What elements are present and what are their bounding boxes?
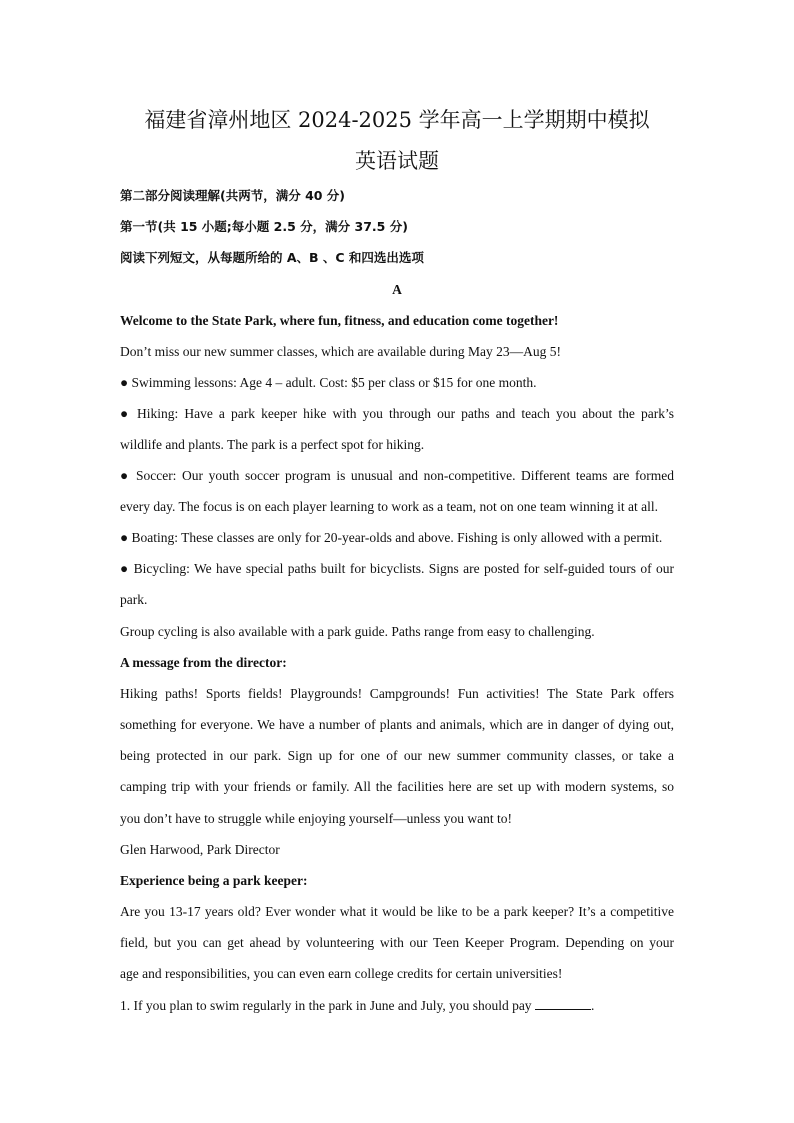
exam-subject-title: 英语试题 xyxy=(355,149,439,173)
keeper-text-line2: field, but you can get ahead by volunteering with our Teen Keeper Program. Depending on your xyxy=(120,935,674,950)
section-instruction: 第一节(共 15 小题;每小题 2.5 分，满分 37.5 分) xyxy=(120,219,408,234)
director-signature: Glen Harwood, Park Director xyxy=(120,842,280,857)
bullet-bicycling-line1: ● Bicycling: We have special paths built for bicyclists. Signs are posted for self-guided tours of our xyxy=(120,561,674,576)
bullet-hiking-line1: ● Hiking: Have a park keeper hike with you through our paths and teach you about the park’s xyxy=(120,406,674,421)
group-cycling-text: Group cycling is also available with a park guide. Paths range from easy to challenging. xyxy=(120,624,595,639)
bullet-swimming: ● Swimming lessons: Age 4 – adult. Cost: $5 per class or $15 for one month. xyxy=(120,375,537,390)
bullet-soccer-line2: every day. The focus is on each player learning to work as a team, not on one team winning it at all. xyxy=(120,499,658,514)
director-message-line5: you don’t have to struggle while enjoying yourself—unless you want to! xyxy=(120,811,512,826)
question-1 xyxy=(120,996,674,1016)
keeper-text-line1: Are you 13-17 years old? Ever wonder what it would be like to be a park keeper? It’s a competitive xyxy=(120,904,674,919)
passage-heading: Welcome to the State Park, where fun, fitness, and education come together! xyxy=(120,313,559,328)
director-message-line4: camping trip with your friends or family. All the facilities here are set up with modern systems, so xyxy=(120,779,674,794)
question-1-end: . xyxy=(590,998,595,1013)
bullet-bicycling-line2: park. xyxy=(120,592,148,607)
director-heading: A message from the director: xyxy=(120,655,287,670)
keeper-heading: Experience being a park keeper: xyxy=(120,873,308,888)
director-message-line3: being protected in our park. Sign up for one of our new summer community classes, or take a xyxy=(120,748,674,763)
director-message-line1: Hiking paths! Sports fields! Playgrounds! Campgrounds! Fun activities! The State Park offers xyxy=(120,686,674,701)
exam-title: 福建省漳州地区 2024-2025 学年高一上学期期中模拟 xyxy=(144,108,650,132)
part-instruction: 第二部分阅读理解(共两节，满分 40 分) xyxy=(120,188,346,203)
bullet-hiking-line2: wildlife and plants. The park is a perfect spot for hiking. xyxy=(120,437,425,452)
question-1-text: 1. If you plan to swim regularly in the park in June and July, you should pay xyxy=(120,998,532,1013)
bullet-boating: ● Boating: These classes are only for 20-year-olds and above. Fishing is only allowed with a permit. xyxy=(120,530,663,545)
director-message-line2: something for everyone. We have a number of plants and animals, which are in danger of dying out, xyxy=(120,717,674,732)
bullet-soccer-line1: ● Soccer: Our youth soccer program is unusual and non-competitive. Different teams are formed xyxy=(120,468,674,483)
keeper-text-line3: age and responsibilities, you can even earn college credits for certain universities! xyxy=(120,966,563,981)
reading-direction: 阅读下列短文，从每题所给的 A、B 、C 和四选出选项 xyxy=(120,250,424,265)
passage-intro: Don’t miss our new summer classes, which are available during May 23—Aug 5! xyxy=(120,344,562,359)
passage-label: A xyxy=(392,282,402,297)
answer-blank[interactable] xyxy=(535,997,591,1010)
